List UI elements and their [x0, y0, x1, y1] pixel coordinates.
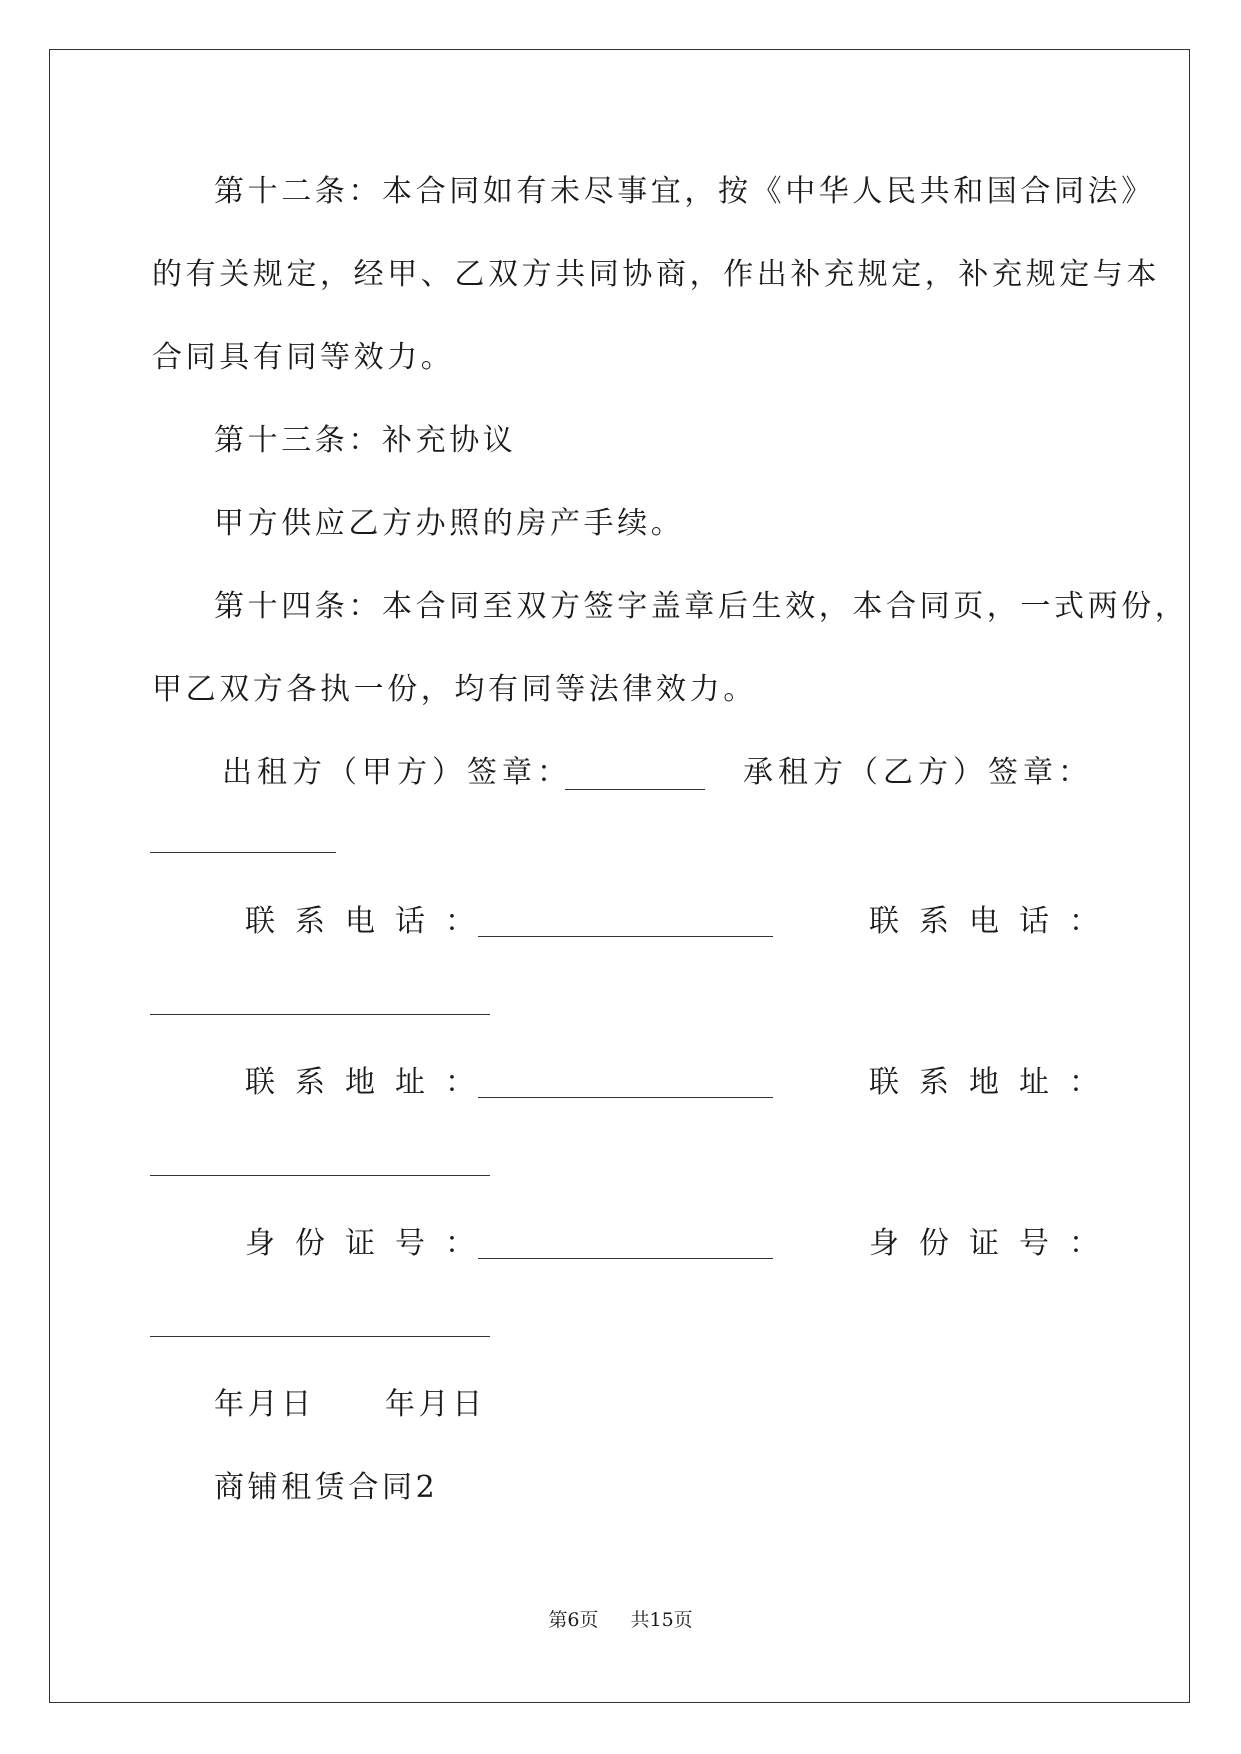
- article-14-line-1: 第十四条：本合同至双方签字盖章后生效，本合同页，一式两份，: [214, 589, 1189, 624]
- article-14-line-2: 甲乙双方各执一份，均有同等法律效力。: [152, 672, 757, 707]
- lessor-phone-label: 联系电话：: [245, 904, 495, 939]
- lessor-address-label: 联系地址：: [245, 1065, 495, 1100]
- lessee-phone-label: 联系电话：: [869, 904, 1119, 939]
- article-13-body: 甲方供应乙方办照的房产手续。: [214, 506, 685, 541]
- lessor-signature-label: 出租方（甲方）签章：: [222, 755, 572, 790]
- page-total: 共15页: [630, 1609, 693, 1631]
- lessor-signature-blank: [565, 789, 705, 790]
- lessee-date: 年月日: [385, 1387, 486, 1422]
- lessee-signature-blank: [150, 852, 336, 853]
- lessor-phone-blank: [478, 936, 773, 937]
- lessee-address-blank: [150, 1175, 490, 1176]
- page-number: 第6页: [548, 1609, 599, 1631]
- lessee-id-blank: [150, 1336, 490, 1337]
- lessee-address-label: 联系地址：: [869, 1065, 1119, 1100]
- page-footer: [0, 1608, 1241, 1632]
- lessee-phone-blank: [150, 1014, 490, 1015]
- article-12-line-1: 第十二条：本合同如有未尽事宜，按《中华人民共和国合同法》: [214, 174, 1155, 209]
- lessee-signature-label: 承租方（乙方）签章：: [743, 755, 1093, 790]
- article-12-line-3: 合同具有同等效力。: [152, 340, 455, 375]
- lessee-id-label: 身份证号：: [869, 1226, 1119, 1261]
- lessor-id-blank: [478, 1258, 773, 1259]
- article-13-heading: 第十三条：补充协议: [214, 423, 517, 458]
- article-12-line-2: 的有关规定，经甲、乙双方共同协商，作出补充规定，补充规定与本: [152, 257, 1160, 292]
- lessor-id-label: 身份证号：: [245, 1226, 495, 1261]
- lessor-date: 年月日: [214, 1387, 315, 1422]
- lessor-address-blank: [478, 1097, 773, 1098]
- next-contract-title: 商铺租赁合同2: [214, 1470, 439, 1505]
- page-border: [49, 49, 1190, 1703]
